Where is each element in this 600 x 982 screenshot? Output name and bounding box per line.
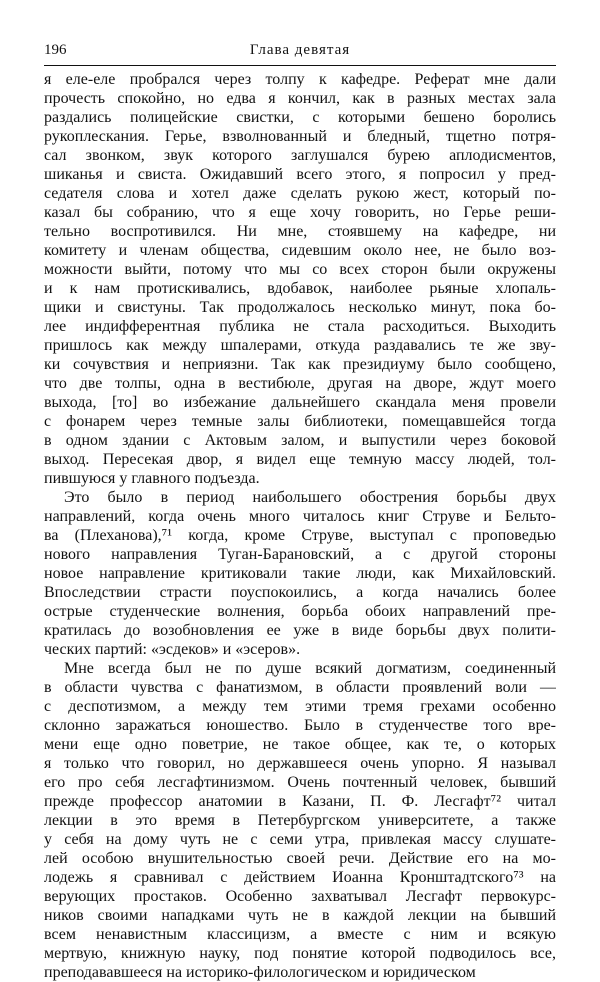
text-line: верующих простаков. Особенно захватывал Лесгафт первокурс- bbox=[44, 888, 556, 905]
text-line: комитету и членам общества, сидевшим около нее, не было воз- bbox=[44, 242, 556, 259]
paragraph bbox=[44, 70, 556, 488]
text-line: пришлось как между шпалерами, откуда раздавались те же зву- bbox=[44, 337, 556, 354]
text-line: нового направления Туган-Барановский, а с другой стороны bbox=[44, 546, 556, 563]
header-rule bbox=[44, 65, 556, 66]
text-line: прежде профессор анатомии в Казани, П. Ф. Лесгафт⁷² читал bbox=[44, 793, 556, 810]
text-line: направлений, когда очень много читалось книг Струве и Бельто- bbox=[44, 508, 556, 525]
text-line: и к нам протискивались, вдобавок, наиболее рьяные хлопаль- bbox=[44, 280, 556, 297]
paragraph bbox=[44, 488, 556, 659]
text-line: Впоследствии страсти поуспокоились, а когда начались более bbox=[44, 584, 556, 601]
text-line: пившуюся у главного подъезда. bbox=[44, 470, 260, 487]
text-line: я еле-еле пробрался через толпу к кафедре. Реферат мне дали bbox=[44, 71, 556, 88]
text-line: кратилась до возобновления ее уже в виде борьбы двух полити- bbox=[44, 622, 556, 639]
paragraph bbox=[44, 659, 556, 982]
text-line: у себя на дому чуть не с семи утра, привлекая массу слушате- bbox=[44, 831, 556, 848]
text-line: выход. Пересекая двор, я видел еще темную массу людей, тол- bbox=[44, 451, 556, 468]
text-line: казал бы собранию, что я еще хочу говорить, но Герье реши- bbox=[44, 204, 556, 221]
text-line: ва (Плеханова),⁷¹ когда, кроме Струве, выступал с проповедью bbox=[44, 527, 556, 544]
text-line: шиканья и свиста. Ожидавший всего этого, я попросил у пред- bbox=[44, 166, 556, 183]
text-line: с фонарем через темные залы библиотеки, помещавшейся тогда bbox=[44, 413, 556, 430]
text-line: острые студенческие волнения, борьба обоих направлений пре- bbox=[44, 603, 556, 620]
chapter-title: Глава девятая bbox=[249, 42, 351, 58]
text-line: всем ненавистным классицизм, а вместе с ним и всякую bbox=[44, 926, 556, 943]
text-line: ческих партий: «эсдеков» и «эсеров». bbox=[44, 641, 301, 658]
text-line: лей особою внушительностью своей речи. Действие его на мо- bbox=[44, 850, 556, 867]
text-line: с деспотизмом, а между тем этими тремя грехами особенно bbox=[44, 698, 556, 715]
text-line: лекции в это время в Петербургском университете, а также bbox=[44, 812, 556, 829]
text-line: седателя слова и хотел даже сделать рукою жест, который по- bbox=[44, 185, 556, 202]
text-line: прочесть спокойно, но едва я кончил, как в разных местах зала bbox=[44, 90, 556, 107]
text-line: новое направление критиковали такие люди, как Михайловский. bbox=[44, 565, 556, 582]
running-head bbox=[44, 42, 556, 62]
text-line: преподававшееся на историко-филологическом и юридическом bbox=[44, 964, 476, 981]
text-line: мени еще одно поветрие, не такое общее, как те, о которых bbox=[44, 736, 556, 753]
text-line: можности выйти, потому что мы со всех сторон были окружены bbox=[44, 261, 556, 278]
text-line: ников своими нападками чуть не в каждой лекции на бывший bbox=[44, 907, 556, 924]
text-line: в одном здании с Актовым залом, и выпустили через боковой bbox=[44, 432, 556, 449]
text-line: рукоплескания. Герье, взволнованный и бледный, тщетно потря- bbox=[44, 128, 556, 145]
text-line: что две толпы, одна в вестибюле, другая на дворе, ждут моего bbox=[44, 375, 556, 392]
text-line: сал звонком, звук которого заглушался бурею аплодисментов, bbox=[44, 147, 556, 164]
text-line: склонно заражаться юношество. Было в студенчестве того вре- bbox=[44, 717, 556, 734]
text-line: Мне всегда был не по душе всякий догматизм, соединенный bbox=[64, 660, 556, 677]
text-line: мертвую, книжную науку, под понятие которой подводилось все, bbox=[44, 945, 556, 962]
text-line: выхода, [то] во избежание дальнейшего скандала меня провели bbox=[44, 394, 556, 411]
text-line: его про себя лесгафтинизмом. Очень почтенный человек, бывший bbox=[44, 774, 556, 791]
page-number: 196 bbox=[44, 42, 67, 58]
text-line: щики и свистуны. Так продолжалось несколько минут, пока бо- bbox=[44, 299, 556, 316]
text-line: ки сочувствия и неприязни. Так как президиуму было сообщено, bbox=[44, 356, 556, 373]
text-line: лодежь я сравнивал с действием Иоанна Кронштадтского⁷³ на bbox=[44, 869, 556, 886]
text-line: я только что говорил, но державшееся очень упорно. Я называл bbox=[44, 755, 556, 772]
text-line: лее индифферентная публика не стала расходиться. Выходить bbox=[44, 318, 556, 335]
text-line: в области чувства с фанатизмом, в области проявлений воли — bbox=[44, 679, 556, 696]
text-body bbox=[44, 70, 556, 982]
text-line: Это было в период наибольшего обострения борьбы двух bbox=[64, 489, 556, 506]
text-line: раздались полицейские свистки, с которыми бешено боролись bbox=[44, 109, 556, 126]
text-line: тельно воспротивился. Ни мне, стоявшему на кафедре, ни bbox=[44, 223, 556, 240]
